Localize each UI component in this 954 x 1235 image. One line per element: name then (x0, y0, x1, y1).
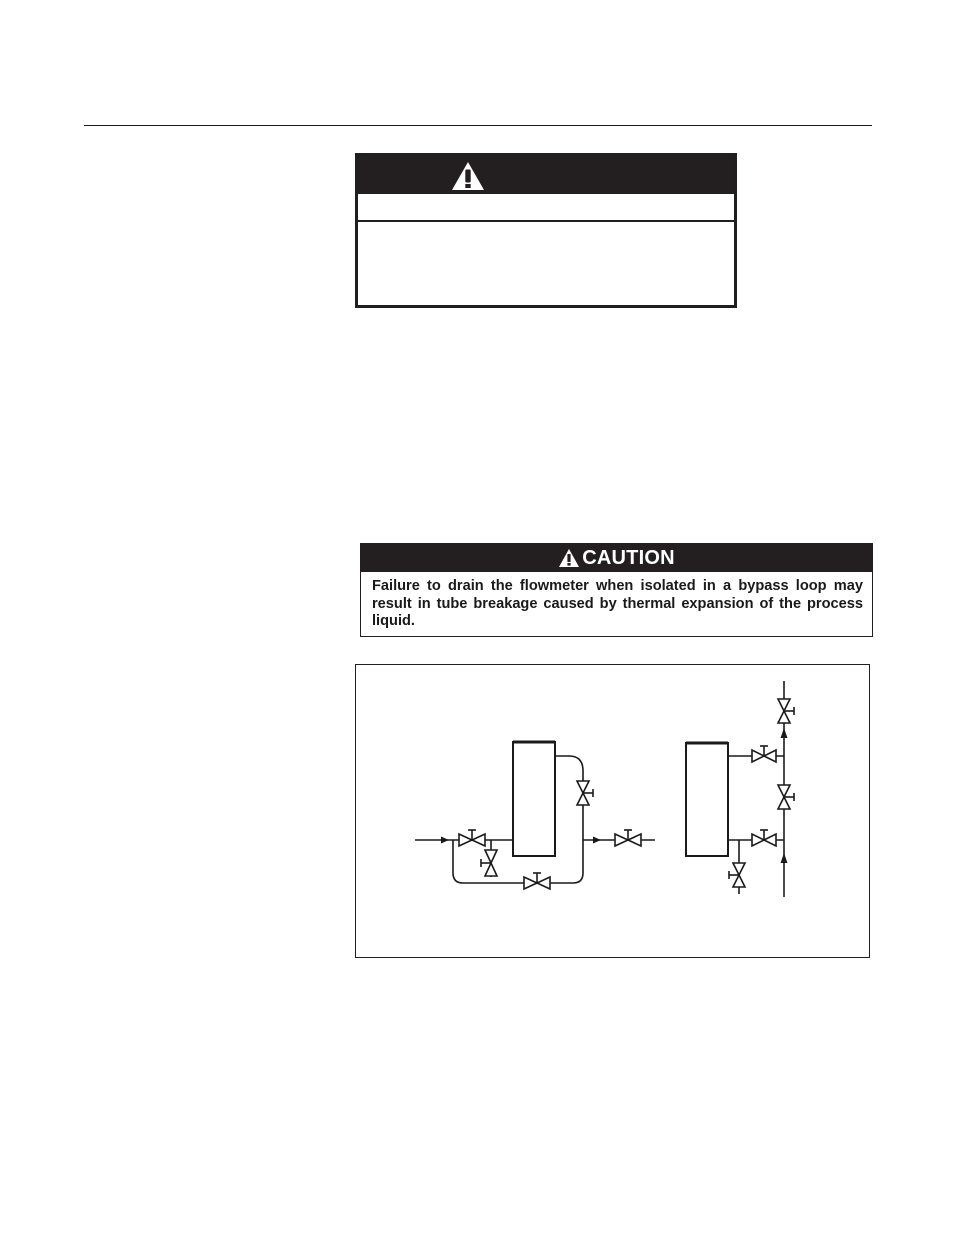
caution-message: Failure to drain the flowmeter when isolated in a bypass loop may result in tube breakage caused by thermal expansion of the process liquid. (372, 578, 863, 629)
bypass-figure (355, 664, 870, 958)
caution-banner (361, 544, 872, 572)
flow-arrow-bottom (781, 853, 788, 863)
upper-connection-valve (752, 746, 776, 762)
outlet-valve-vertical (577, 781, 593, 805)
bypass-diagram (356, 665, 871, 959)
warning-box (355, 153, 737, 308)
top-vertical-valve (778, 699, 794, 723)
flowmeter-body-left (513, 742, 555, 856)
inlet-valve (459, 830, 485, 846)
middle-vertical-valve (778, 785, 794, 809)
flow-arrow-outlet (593, 837, 601, 844)
caution-title: CAUTION (582, 546, 675, 569)
warning-triangle-icon (450, 160, 486, 192)
drain-valve-left (481, 850, 497, 876)
downstream-valve (615, 830, 641, 846)
header-rule (84, 125, 872, 126)
flowmeter-body-right (686, 743, 728, 856)
drain-valve-right (729, 863, 745, 887)
warning-banner (358, 156, 734, 194)
bypass-valve (524, 873, 550, 889)
flow-arrow-inlet (441, 837, 449, 844)
caution-box (360, 543, 873, 637)
right-bypass-arrangement (686, 681, 794, 897)
lower-connection-valve (752, 830, 776, 846)
caution-triangle-icon (558, 548, 580, 568)
left-bypass-arrangement (415, 742, 655, 889)
warning-subheader-band (358, 194, 734, 222)
flow-arrow-top (781, 728, 788, 738)
